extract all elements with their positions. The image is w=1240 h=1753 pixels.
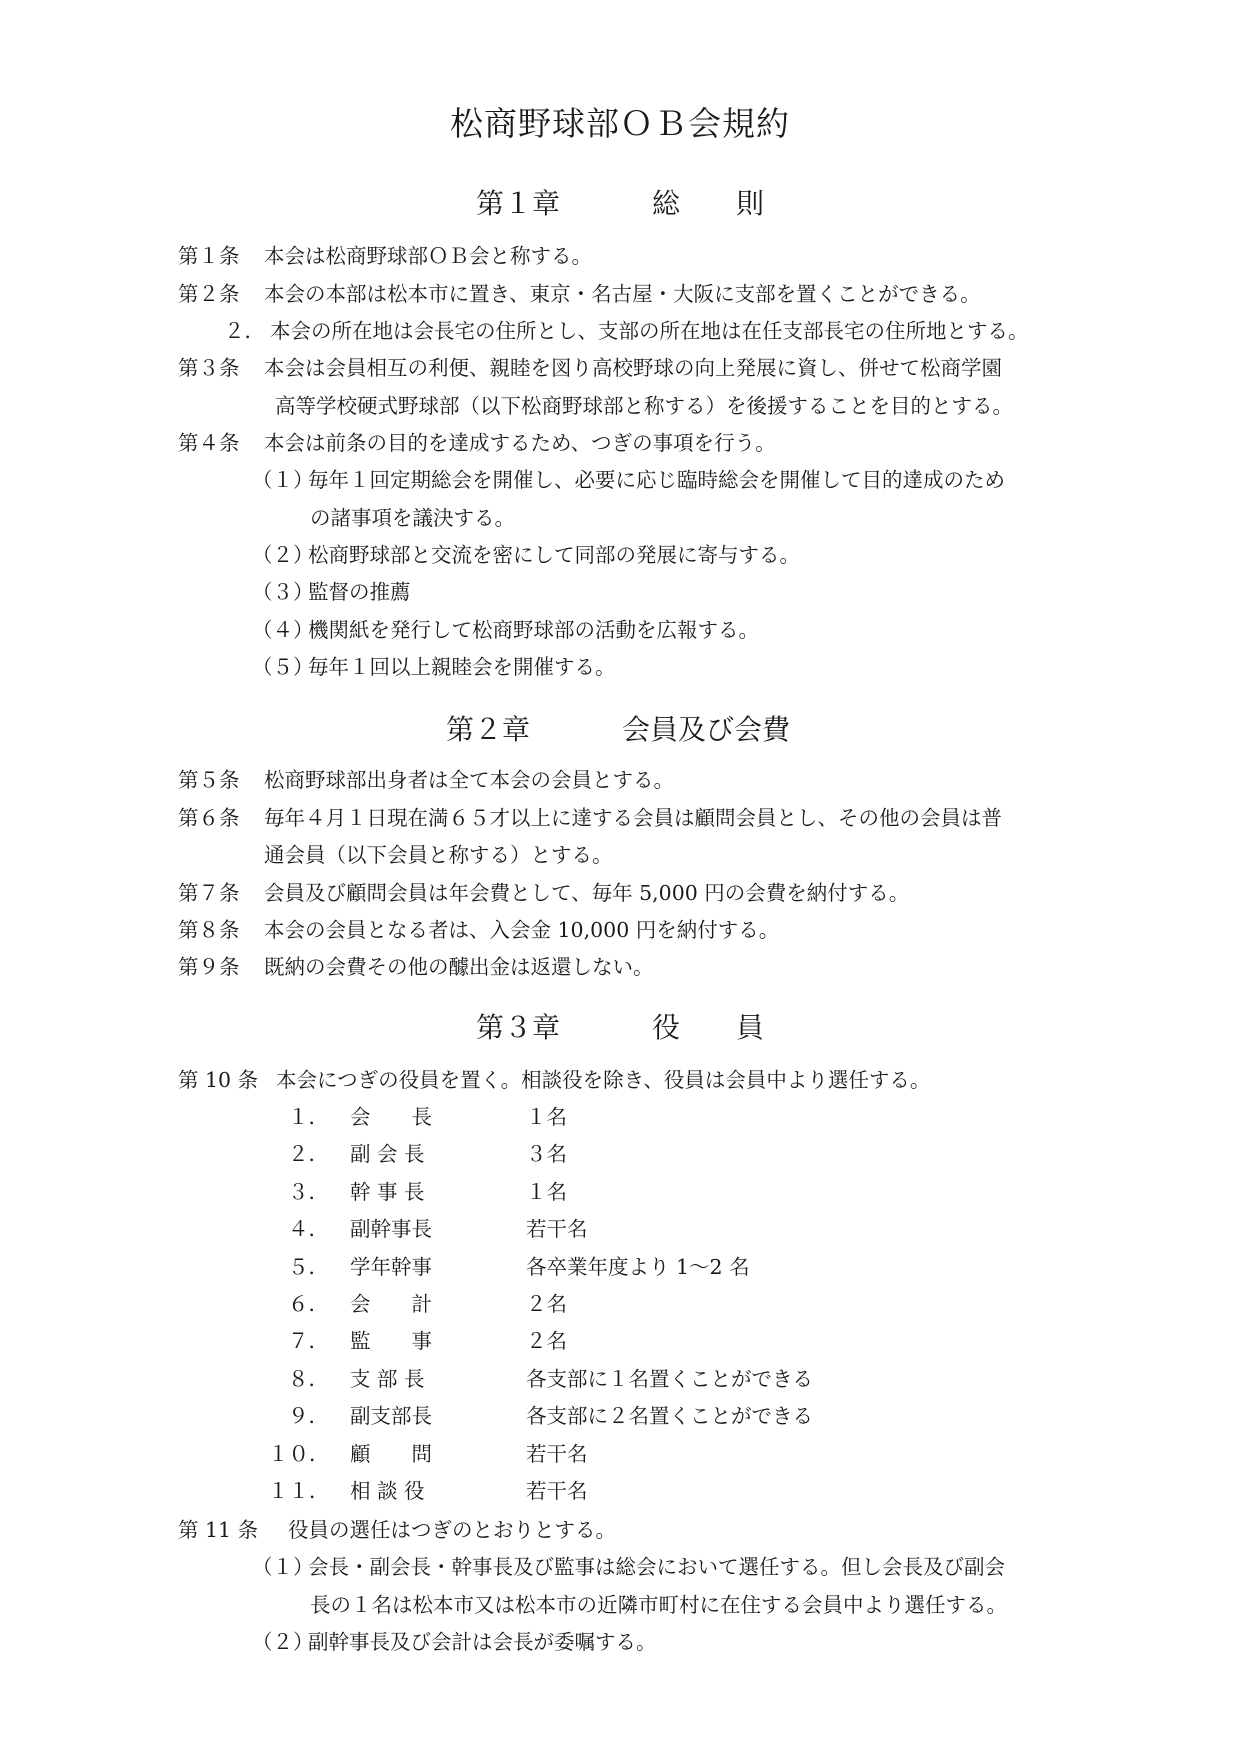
officer-count: 各支部に１名置くことができる [526,1367,813,1391]
officer-title: 顧 問 [350,1442,432,1466]
item-text-continued: の諸事項を議決する。 [310,506,515,530]
officer-number: ４． [288,1217,329,1241]
item-label: （１） [252,1555,314,1579]
paragraph-text: 本会の所在地は会長宅の住所とし、支部の所在地は在任支部長宅の住所地とする。 [270,319,1029,343]
officer-title: 副 会 長 [350,1142,425,1166]
chapter-number: 第２章 [446,713,531,746]
paragraph-label: ２． [224,319,265,343]
article-label: 第２条 [178,282,240,306]
item-label: （２） [252,1630,314,1654]
article-label: 第１条 [178,244,240,268]
chapter-heading [446,708,806,744]
article-label: 第８条 [178,918,240,942]
article-text: 本会につぎの役員を置く。相談役を除き、役員は会員中より選任する。 [276,1068,931,1092]
officer-count: 各卒業年度より 1〜2 名 [526,1255,750,1279]
officer-count: 各支部に２名置くことができる [526,1404,813,1428]
article-label: 第４条 [178,431,240,455]
item-label: （２） [252,543,314,567]
document-title: 松商野球部ＯＢ会規約 [450,104,790,143]
article-text: 会員及び顧問会員は年会費として、毎年 5,000 円の会費を納付する。 [264,881,910,905]
chapter-name: 総 則 [652,187,765,220]
officer-count: １名 [526,1180,567,1204]
chapter-number: 第１章 [476,187,561,220]
article-label: 第９条 [178,955,240,979]
chapter-heading [476,1006,796,1042]
item-text: 松商野球部と交流を密にして同部の発展に寄与する。 [308,543,800,567]
article-text: 本会の会員となる者は、入会金 10,000 円を納付する。 [264,918,780,942]
item-text: 監督の推薦 [308,580,411,604]
officer-number: ６． [288,1292,329,1316]
article-label: 第５条 [178,768,240,792]
article-label: 第 10 条 [178,1068,259,1092]
chapter-heading [476,182,796,218]
chapter-number: 第３章 [476,1011,561,1044]
article-text: 本会は前条の目的を達成するため、つぎの事項を行う。 [264,431,776,455]
article-text: 既納の会費その他の醵出金は返還しない。 [264,955,654,979]
officer-count: 若干名 [526,1442,588,1466]
officer-count: ３名 [526,1142,567,1166]
chapter-name: 役 員 [652,1011,765,1044]
article-text-continued: 高等学校硬式野球部（以下松商野球部と称する）を後援することを目的とする。 [275,394,1013,418]
officer-title: 副支部長 [350,1404,432,1428]
article-text: 本会は松商野球部ＯＢ会と称する。 [264,244,592,268]
article-text: 役員の選任はつぎのとおりとする。 [288,1518,616,1542]
item-text: 会長・副会長・幹事長及び監事は総会において選任する。但し会長及び副会 [308,1555,1005,1579]
item-label: （３） [252,580,314,604]
officer-number: １１． [268,1479,330,1503]
article-text: 松商野球部出身者は全て本会の会員とする。 [264,768,674,792]
article-text-continued: 通会員（以下会員と称する）とする。 [264,843,613,867]
article-text: 毎年４月１日現在満６５才以上に達する会員は顧問会員とし、その他の会員は普 [264,806,1002,830]
officer-title: 学年幹事 [350,1255,432,1279]
officer-title: 副幹事長 [350,1217,432,1241]
officer-count: １名 [526,1105,567,1129]
officer-title: 支 部 長 [350,1367,425,1391]
officer-count: ２名 [526,1292,567,1316]
officer-number: １０． [268,1442,330,1466]
article-label: 第 11 条 [178,1518,259,1542]
item-text: 毎年１回定期総会を開催し、必要に応じ臨時総会を開催して目的達成のため [308,468,1005,492]
officer-title: 監 事 [350,1329,432,1353]
article-label: 第７条 [178,881,240,905]
officer-number: ７． [288,1329,329,1353]
officer-number: ９． [288,1404,329,1428]
item-text: 副幹事長及び会計は会長が委嘱する。 [308,1630,657,1654]
item-label: （５） [252,655,314,679]
officer-title: 会 長 [350,1105,432,1129]
officer-count: ２名 [526,1329,567,1353]
officer-number: １． [288,1105,329,1129]
officer-title: 幹 事 長 [350,1180,425,1204]
item-text: 毎年１回以上親睦会を開催する。 [308,655,616,679]
article-text: 本会の本部は松本市に置き、東京・名古屋・大阪に支部を置くことができる。 [264,282,981,306]
item-label: （４） [252,618,314,642]
item-text-continued: 長の１名は松本市又は松本市の近隣市町村に在住する会員中より選任する。 [310,1593,1007,1617]
article-label: 第３条 [178,356,240,380]
chapter-name: 会員及び会費 [622,713,791,746]
officer-number: ５． [288,1255,329,1279]
officer-title: 会 計 [350,1292,432,1316]
officer-number: ８． [288,1367,329,1391]
item-label: （１） [252,468,314,492]
item-text: 機関紙を発行して松商野球部の活動を広報する。 [308,618,759,642]
officer-number: ２． [288,1142,329,1166]
article-text: 本会は会員相互の利便、親睦を図り高校野球の向上発展に資し、併せて松商学園 [264,356,1002,380]
officer-number: ３． [288,1180,329,1204]
officer-title: 相 談 役 [350,1479,425,1503]
officer-count: 若干名 [526,1217,588,1241]
officer-count: 若干名 [526,1479,588,1503]
article-label: 第６条 [178,806,240,830]
